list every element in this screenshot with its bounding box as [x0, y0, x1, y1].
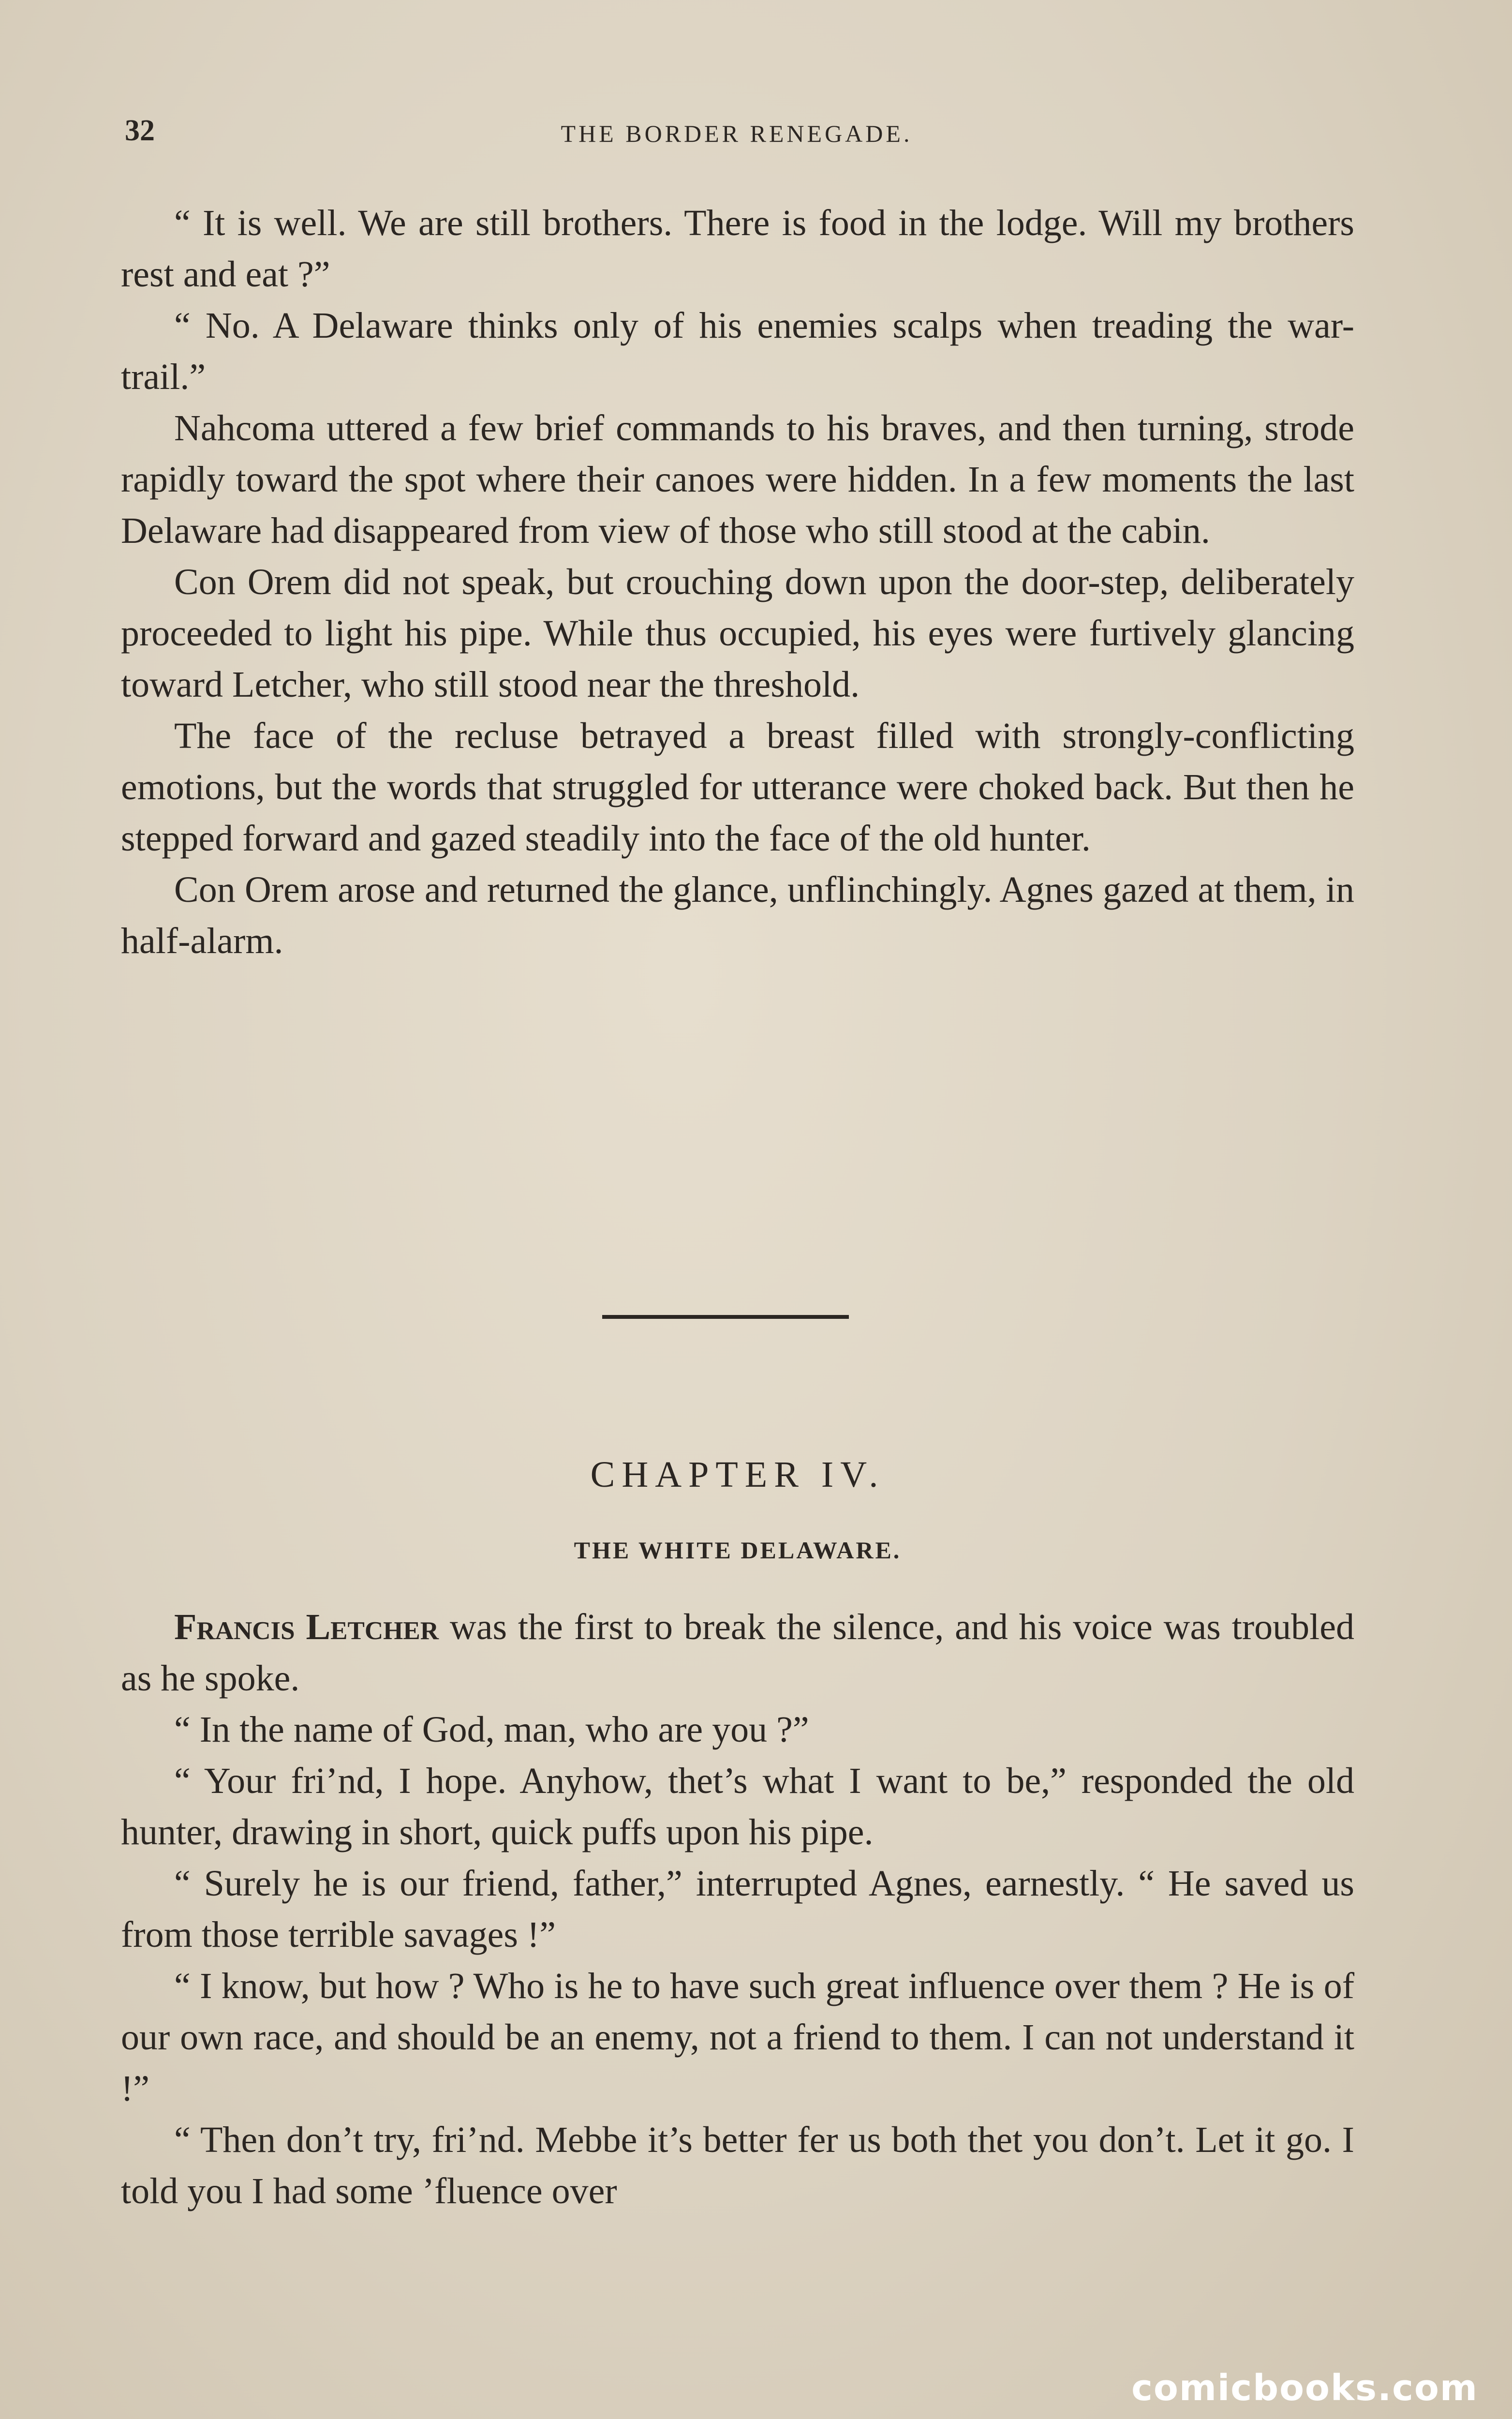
paragraph: “ It is well. We are still brothers. There is food in the lodge. Will my brothers rest and eat ?”	[121, 203, 1354, 295]
chapter-subtitle: THE WHITE DELAWARE.	[574, 1537, 902, 1564]
opening-name: Francis Letcher	[174, 1607, 439, 1647]
opening-text: was the first to break the silence, and his voice was troubled as he spoke.	[121, 1607, 1354, 1699]
paragraph: “ Then don’t try, fri’nd. Mebbe it’s better fer us both thet you don’t. Let it go. I told you I had some ’fluence over	[121, 2120, 1354, 2211]
paragraph: The face of the recluse betrayed a breast filled with strongly-conflicting emotions, but the words that struggled for utterance were choked back. But then he stepped forward and gazed steadily into the face of the old hunter.	[121, 716, 1354, 859]
paragraph: Con Orem arose and returned the glance, unflinchingly. Agnes gazed at them, in half-alarm.	[121, 869, 1354, 961]
watermark: comicbooks.com	[1131, 2367, 1478, 2409]
paragraph: “ I know, but how ? Who is he to have such great influence over them ? He is of our own race, and should be an enemy, not a friend to them. I can not understand it !”	[121, 1966, 1354, 2109]
paragraph: Con Orem did not speak, but crouching down upon the door-step, deliberately proceeded to light his pipe. While thus occupied, his eyes were furtively glancing toward Letcher, who still stood near the threshold.	[121, 562, 1354, 705]
running-title: THE BORDER RENEGADE.	[561, 120, 913, 147]
page-header	[125, 114, 1349, 157]
chapter-opening-paragraph	[121, 1601, 1354, 1704]
paragraph: “ Surely he is our friend, father,” interrupted Agnes, earnestly. “ He saved us from those terrible savages !”	[121, 1863, 1354, 1955]
chapter-title: CHAPTER IV.	[590, 1454, 885, 1495]
page-number: 32	[125, 114, 155, 147]
paragraph: Nahcoma uttered a few brief commands to his braves, and then turning, strode rapidly toward the spot where their canoes were hidden. In a few moments the last Delaware had disappeared from view of those who still stood at the cabin.	[121, 408, 1354, 551]
paragraph: “ In the name of God, man, who are you ?”	[174, 1709, 809, 1750]
body-text-bottom	[121, 1601, 1354, 2217]
section-divider	[602, 1315, 849, 1319]
paragraph: “ No. A Delaware thinks only of his enemies scalps when treading the war-trail.”	[121, 305, 1354, 397]
body-text-top	[121, 197, 1354, 967]
paragraph: “ Your fri’nd, I hope. Anyhow, thet’s what I want to be,” responded the old hunter, drawing in short, quick puffs upon his pipe.	[121, 1761, 1354, 1852]
